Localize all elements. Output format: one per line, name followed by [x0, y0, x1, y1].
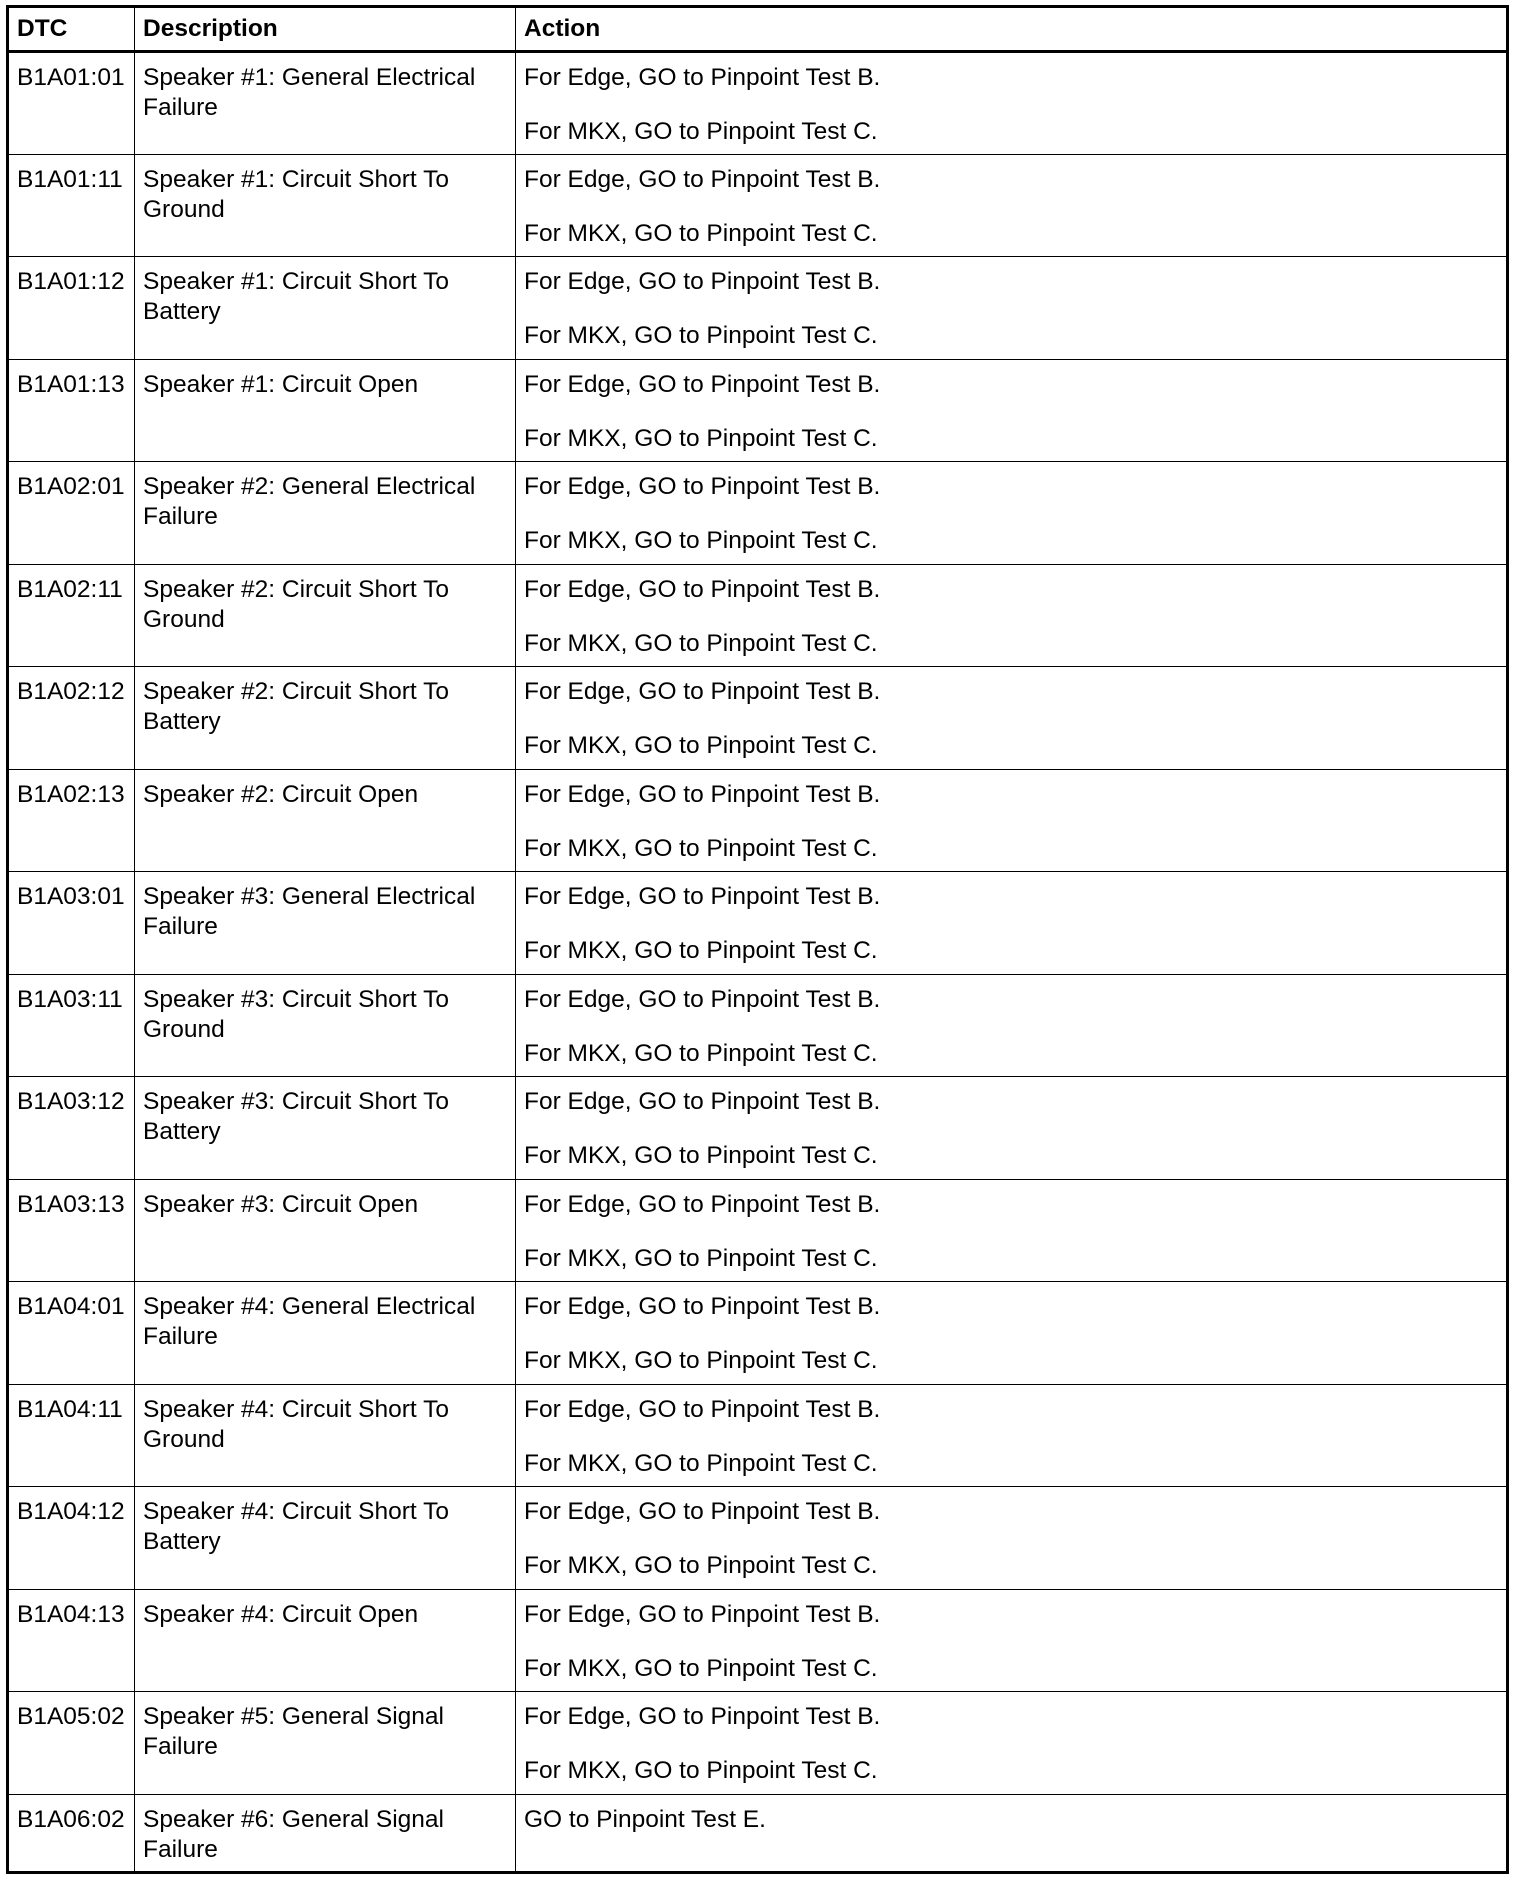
action-line: For MKX, GO to Pinpoint Test C.	[524, 1347, 878, 1374]
action-line: For MKX, GO to Pinpoint Test C.	[524, 1244, 878, 1272]
action-line: For Edge, GO to Pinpoint Test B.	[524, 1600, 881, 1628]
dtc-cell: B1A01:13	[8, 359, 135, 462]
description-cell: Speaker #2: Circuit Short To Ground	[135, 564, 516, 667]
action-cell	[516, 1282, 1508, 1385]
action-cell	[516, 1794, 1508, 1872]
action-line: For MKX, GO to Pinpoint Test C.	[524, 834, 878, 862]
action-line: For Edge, GO to Pinpoint Test B.	[524, 268, 881, 295]
header-dtc: DTC	[8, 7, 135, 52]
dtc-cell: B1A01:01	[8, 52, 135, 155]
action-cell	[516, 974, 1508, 1077]
table-row	[8, 564, 1508, 667]
description-cell: Speaker #3: Circuit Short To Ground	[135, 974, 516, 1077]
table-body	[8, 52, 1508, 1873]
table-row	[8, 1794, 1508, 1872]
description-cell: Speaker #4: Circuit Short To Ground	[135, 1384, 516, 1487]
description-cell: Speaker #4: General Electrical Failure	[135, 1282, 516, 1385]
table-row	[8, 1384, 1508, 1487]
table-row	[8, 462, 1508, 565]
action-line: For Edge, GO to Pinpoint Test B.	[524, 1703, 881, 1730]
dtc-cell: B1A01:11	[8, 154, 135, 257]
action-line: For MKX, GO to Pinpoint Test C.	[524, 937, 878, 964]
dtc-table	[6, 5, 1509, 1874]
action-cell	[516, 1384, 1508, 1487]
action-line: For MKX, GO to Pinpoint Test C.	[524, 1142, 878, 1169]
table-row	[8, 974, 1508, 1077]
action-line: For Edge, GO to Pinpoint Test B.	[524, 1395, 881, 1423]
action-line: For Edge, GO to Pinpoint Test B.	[524, 1088, 881, 1115]
action-line: For MKX, GO to Pinpoint Test C.	[524, 1757, 878, 1784]
action-cell	[516, 1179, 1508, 1282]
action-cell	[516, 1692, 1508, 1795]
table-row	[8, 359, 1508, 462]
action-line: For Edge, GO to Pinpoint Test B.	[524, 1498, 881, 1525]
description-cell: Speaker #1: Circuit Short To Ground	[135, 154, 516, 257]
action-line: For MKX, GO to Pinpoint Test C.	[524, 219, 878, 247]
description-cell: Speaker #4: Circuit Open	[135, 1589, 516, 1692]
dtc-cell: B1A02:12	[8, 667, 135, 770]
dtc-cell: B1A01:12	[8, 257, 135, 360]
action-cell	[516, 154, 1508, 257]
dtc-cell: B1A04:12	[8, 1487, 135, 1590]
header-description: Description	[135, 7, 516, 52]
action-line: For Edge, GO to Pinpoint Test B.	[524, 985, 881, 1013]
table-row	[8, 1487, 1508, 1590]
action-line: For MKX, GO to Pinpoint Test C.	[524, 1552, 878, 1579]
action-cell	[516, 359, 1508, 462]
action-line: For MKX, GO to Pinpoint Test C.	[524, 1039, 878, 1067]
action-line: For MKX, GO to Pinpoint Test C.	[524, 732, 878, 759]
table-row	[8, 1179, 1508, 1282]
table-row	[8, 154, 1508, 257]
description-cell: Speaker #2: Circuit Short To Battery	[135, 667, 516, 770]
action-line: For Edge, GO to Pinpoint Test B.	[524, 165, 881, 193]
action-cell	[516, 1589, 1508, 1692]
table-row	[8, 769, 1508, 872]
action-line: For Edge, GO to Pinpoint Test B.	[524, 780, 881, 808]
action-cell	[516, 564, 1508, 667]
dtc-cell: B1A03:11	[8, 974, 135, 1077]
action-cell	[516, 257, 1508, 360]
description-cell: Speaker #4: Circuit Short To Battery	[135, 1487, 516, 1590]
dtc-cell: B1A04:01	[8, 1282, 135, 1385]
action-line: For Edge, GO to Pinpoint Test B.	[524, 678, 881, 705]
description-cell: Speaker #5: General Signal Failure	[135, 1692, 516, 1795]
action-line: For MKX, GO to Pinpoint Test C.	[524, 1449, 878, 1477]
description-cell: Speaker #3: Circuit Short To Battery	[135, 1077, 516, 1180]
dtc-cell: B1A02:11	[8, 564, 135, 667]
description-cell: Speaker #1: Circuit Open	[135, 359, 516, 462]
description-cell: Speaker #1: Circuit Short To Battery	[135, 257, 516, 360]
dtc-cell: B1A06:02	[8, 1794, 135, 1872]
table-row	[8, 52, 1508, 155]
dtc-cell: B1A05:02	[8, 1692, 135, 1795]
dtc-cell: B1A04:11	[8, 1384, 135, 1487]
table-row	[8, 1282, 1508, 1385]
action-line: For Edge, GO to Pinpoint Test B.	[524, 473, 881, 500]
action-cell	[516, 769, 1508, 872]
action-cell	[516, 1487, 1508, 1590]
action-line: For MKX, GO to Pinpoint Test C.	[524, 527, 878, 554]
dtc-cell: B1A03:13	[8, 1179, 135, 1282]
header-action: Action	[516, 7, 1508, 52]
description-cell: Speaker #2: Circuit Open	[135, 769, 516, 872]
table-row	[8, 667, 1508, 770]
description-cell: Speaker #3: General Electrical Failure	[135, 872, 516, 975]
table-row	[8, 1692, 1508, 1795]
description-cell: Speaker #1: General Electrical Failure	[135, 52, 516, 155]
action-line: For MKX, GO to Pinpoint Test C.	[524, 424, 878, 452]
dtc-cell: B1A03:01	[8, 872, 135, 975]
action-line: For Edge, GO to Pinpoint Test B.	[524, 883, 881, 910]
action-line: For MKX, GO to Pinpoint Test C.	[524, 629, 878, 657]
description-cell: Speaker #6: General Signal Failure	[135, 1794, 516, 1872]
action-line: For Edge, GO to Pinpoint Test B.	[524, 1293, 881, 1320]
action-cell	[516, 462, 1508, 565]
action-line: For Edge, GO to Pinpoint Test B.	[524, 64, 881, 91]
action-cell	[516, 667, 1508, 770]
action-line: For MKX, GO to Pinpoint Test C.	[524, 118, 878, 145]
dtc-cell: B1A02:01	[8, 462, 135, 565]
table-row	[8, 1589, 1508, 1692]
action-line: For MKX, GO to Pinpoint Test C.	[524, 322, 878, 349]
action-line: For Edge, GO to Pinpoint Test B.	[524, 370, 881, 398]
action-cell	[516, 1077, 1508, 1180]
action-line: GO to Pinpoint Test E.	[524, 1805, 766, 1833]
dtc-cell: B1A04:13	[8, 1589, 135, 1692]
action-cell	[516, 872, 1508, 975]
action-cell	[516, 52, 1508, 155]
dtc-cell: B1A02:13	[8, 769, 135, 872]
action-line: For Edge, GO to Pinpoint Test B.	[524, 575, 881, 603]
description-cell: Speaker #3: Circuit Open	[135, 1179, 516, 1282]
table-row	[8, 872, 1508, 975]
header-row	[8, 7, 1508, 52]
table-row	[8, 257, 1508, 360]
dtc-cell: B1A03:12	[8, 1077, 135, 1180]
action-line: For Edge, GO to Pinpoint Test B.	[524, 1190, 881, 1218]
table-row	[8, 1077, 1508, 1180]
description-cell: Speaker #2: General Electrical Failure	[135, 462, 516, 565]
action-line: For MKX, GO to Pinpoint Test C.	[524, 1654, 878, 1682]
